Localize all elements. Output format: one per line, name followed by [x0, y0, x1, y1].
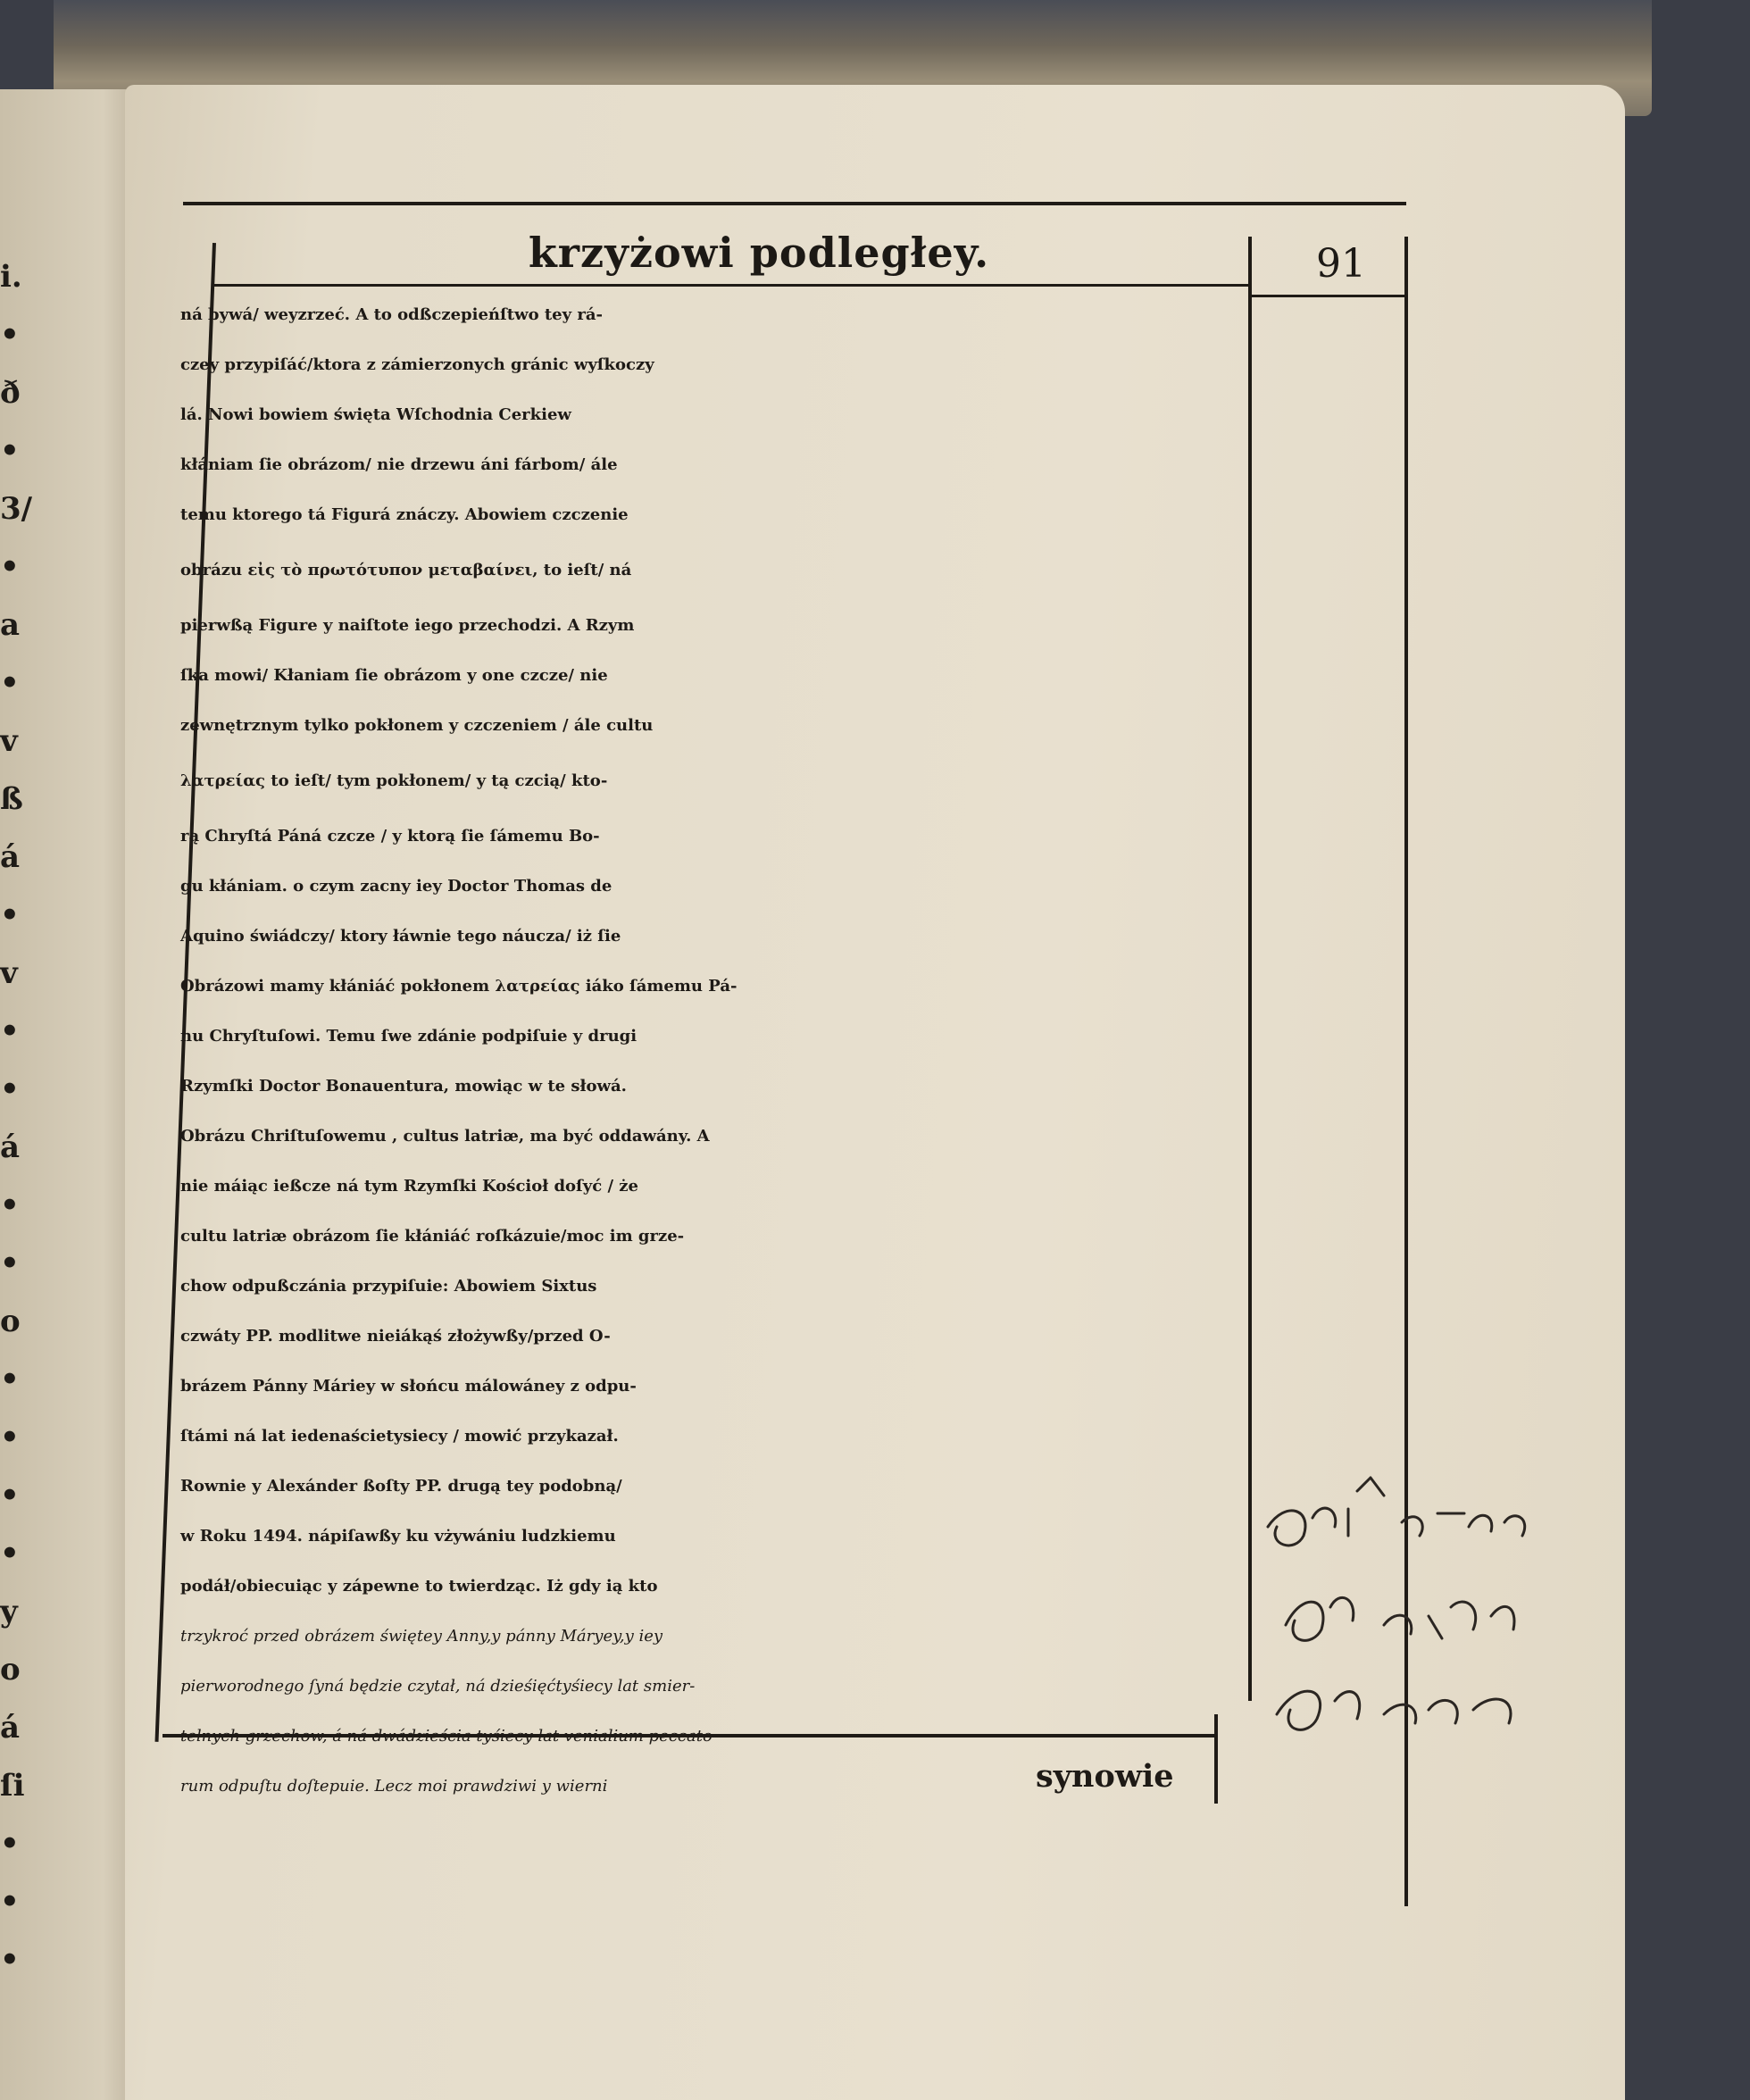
left-page-glyph: o: [0, 1304, 21, 1339]
left-page-glyph: •: [0, 1420, 20, 1455]
text-line: λατρείας to ieſt/ tym pokłonem/ y tą czcią/ kto-: [180, 771, 608, 790]
text-line: obrázu εἰς τὸ πρωτότυπον μεταβαίνει, to ieſt/ ná: [180, 561, 632, 579]
text-line: chow odpußczánia przypiſuie: Abowiem Sixtus: [180, 1277, 597, 1296]
text-line: ſka mowi/ Kłaniam ſie obrázom y one czcze/ nie: [180, 666, 608, 685]
left-page-text-fragments: [0, 259, 33, 2000]
left-page-glyph: •: [0, 1884, 20, 1920]
text-line: nu Chryſtuſowi. Temu ſwe zdánie podpiſuie y drugi: [180, 1027, 638, 1046]
body-text: [180, 290, 1234, 1812]
left-page-glyph: ð: [0, 375, 21, 411]
left-page-glyph: ß: [0, 781, 23, 817]
left-page-glyph: •: [0, 1246, 20, 1281]
left-page-glyph: v: [0, 955, 18, 991]
text-line: Obrázu Chriſtuſowemu , cultus latriæ, ma być oddawány. A: [180, 1127, 710, 1146]
text-line: Rzymſki Doctor Bonauentura, mowiąc w te słowá.: [180, 1077, 627, 1096]
left-page-glyph: •: [0, 665, 20, 701]
left-page-glyph: á: [0, 1129, 21, 1165]
text-line: pierwßą Figure y naiſtote iego przechodzi. A Rzym: [180, 616, 635, 635]
left-page-glyph: •: [0, 1536, 20, 1571]
left-page-glyph: v: [0, 723, 18, 759]
left-page-glyph: o: [0, 1652, 21, 1688]
catchword: synowie: [1036, 1758, 1174, 1795]
left-page-glyph: 3/: [0, 491, 33, 527]
left-page-glyph: ſi: [0, 1768, 25, 1804]
left-page-glyph: •: [0, 1071, 20, 1107]
text-line: temu ktorego tá Figurá znáczy. Abowiem czczenie: [180, 505, 629, 524]
left-page-glyph: •: [0, 1826, 20, 1862]
text-line: cultu latriæ obrázom ſie kłániáć roſkázuie/moc im grze-: [180, 1227, 685, 1246]
page-number: 91: [1316, 241, 1366, 287]
text-line: Rownie y Alexánder ßoſty PP. drugą tey podobną/: [180, 1477, 622, 1496]
left-page-glyph: •: [0, 549, 20, 585]
text-line: Obrázowi mamy kłániáć pokłonem λατρείας iáko ſámemu Pá-: [180, 977, 738, 996]
text-line: Aquino świádczy/ ktory łáwnie tego náucza/ iż ſie: [180, 927, 621, 946]
handwriting-drawing: [1250, 1473, 1625, 1759]
text-line: nie máiąc ießcze ná tym Rzymſki Kościoł doſyć / że: [180, 1177, 638, 1196]
left-page-glyph: •: [0, 1188, 20, 1223]
top-rule: [183, 202, 1406, 205]
text-line: trzykroć przed obrázem świętey Anny,y pánny Máryey,y iey: [180, 1627, 663, 1646]
text-line: rą Chryſtá Páná czcze / y ktorą ſie ſámemu Bo-: [180, 827, 600, 846]
text-line: ná bywá/ weyzrzeć. A to odßczepieńſtwo tey rá-: [180, 305, 603, 324]
left-page-glyph: •: [0, 1478, 20, 1513]
text-line: zewnętrznym tylko pokłonem y czczeniem / ále cultu: [180, 716, 654, 735]
left-page-glyph: •: [0, 317, 20, 353]
text-line: w Roku 1494. nápiſawßy ku vżywániu ludzkiemu: [180, 1527, 616, 1546]
running-head: krzyżowi podległey.: [528, 229, 990, 277]
header-underline: [214, 284, 1250, 287]
text-line: telnych grzechow, á ná dwádzieścia tyśiecy lat venialium peccato-: [180, 1727, 718, 1746]
text-line: czwáty PP. modlitwe nieiákąś złożywßy/przed O-: [180, 1327, 611, 1346]
left-page-glyph: •: [0, 433, 20, 469]
left-page-glyph: •: [0, 1942, 20, 1978]
text-line: gu kłániam. o czym zacny iey Doctor Thomas de: [180, 877, 612, 896]
left-page-glyph: á: [0, 839, 21, 875]
left-page-glyph: •: [0, 897, 20, 933]
margin-column-underline: [1250, 295, 1406, 297]
handwritten-marginalia: [1250, 1473, 1625, 1759]
text-line: pierworodnego ſyná będzie czytał, ná dzieśięćtyśiecy lat smier-: [180, 1677, 696, 1696]
text-line: brázem Pánny Máriey w słońcu málowáney z odpu-: [180, 1377, 637, 1396]
text-line: kłániam ſie obrázom/ nie drzewu áni fárbom/ ále: [180, 455, 618, 474]
text-line: rum odpuſtu doſtepuie. Lecz moi prawdziwi y wierni: [180, 1777, 608, 1796]
left-page-glyph: y: [0, 1594, 18, 1629]
left-page-glyph: i.: [0, 259, 22, 295]
text-line: ſtámi ná lat iedenaścietysiecy / mowić przykazał.: [180, 1427, 619, 1446]
left-page-glyph: •: [0, 1362, 20, 1397]
left-page-glyph: a: [0, 607, 21, 643]
left-page-glyph: •: [0, 1013, 20, 1049]
text-line: podáł/obiecuiąc y zápewne to twierdząc. Iż gdy ią kto: [180, 1577, 658, 1596]
text-line: lá. Nowi bowiem święta Wſchodnia Cerkiew: [180, 405, 571, 424]
left-page-glyph: á: [0, 1710, 21, 1746]
text-line: czey przypiſáć/ktora z zámierzonych gránic wyſkoczy: [180, 355, 654, 374]
